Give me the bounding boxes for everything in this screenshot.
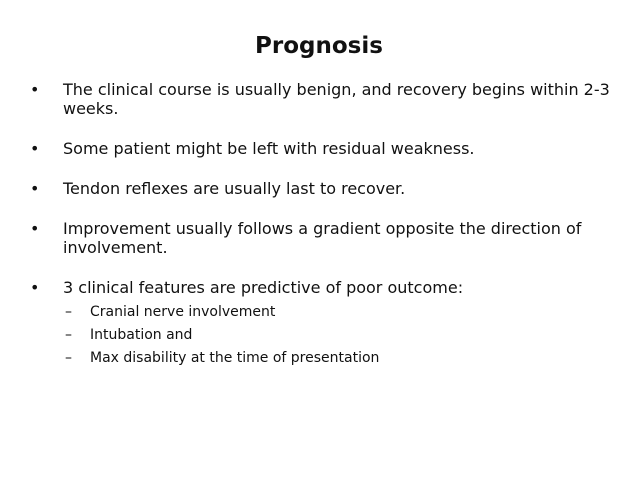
bullet-text: Some patient might be left with residual weakness. <box>63 139 475 158</box>
bullet-marker: • <box>30 179 40 198</box>
sub-bullet-marker: – <box>65 327 72 343</box>
sub-bullet-list <box>63 301 615 370</box>
sub-bullet-text: Cranial nerve involvement <box>90 304 276 320</box>
sub-bullet-item <box>63 324 615 347</box>
sub-bullet-item <box>63 301 615 324</box>
bullet-marker: • <box>30 139 40 158</box>
sub-bullet-marker: – <box>65 304 72 320</box>
bullet-item <box>30 219 615 257</box>
slide-title: Prognosis <box>255 33 383 59</box>
sub-bullet-text: Intubation and <box>90 327 193 343</box>
bullet-marker: • <box>30 80 40 99</box>
bullet-text: 3 clinical features are predictive of poor outcome: <box>63 278 464 297</box>
sub-bullet-marker: – <box>65 350 72 366</box>
bullet-item <box>30 80 615 118</box>
sub-bullet-text: Max disability at the time of presentation <box>90 350 380 366</box>
sub-bullet-item <box>63 347 615 370</box>
bullet-list <box>30 80 615 370</box>
bullet-item <box>30 179 615 198</box>
bullet-item <box>30 278 615 370</box>
bullet-marker: • <box>30 278 40 297</box>
bullet-text: The clinical course is usually benign, and recovery begins within 2-3 weeks. <box>63 80 610 118</box>
bullet-text: Tendon reflexes are usually last to recover. <box>63 179 406 198</box>
bullet-item <box>30 139 615 158</box>
bullet-text: Improvement usually follows a gradient opposite the direction of involvement. <box>63 219 582 257</box>
bullet-marker: • <box>30 219 40 238</box>
